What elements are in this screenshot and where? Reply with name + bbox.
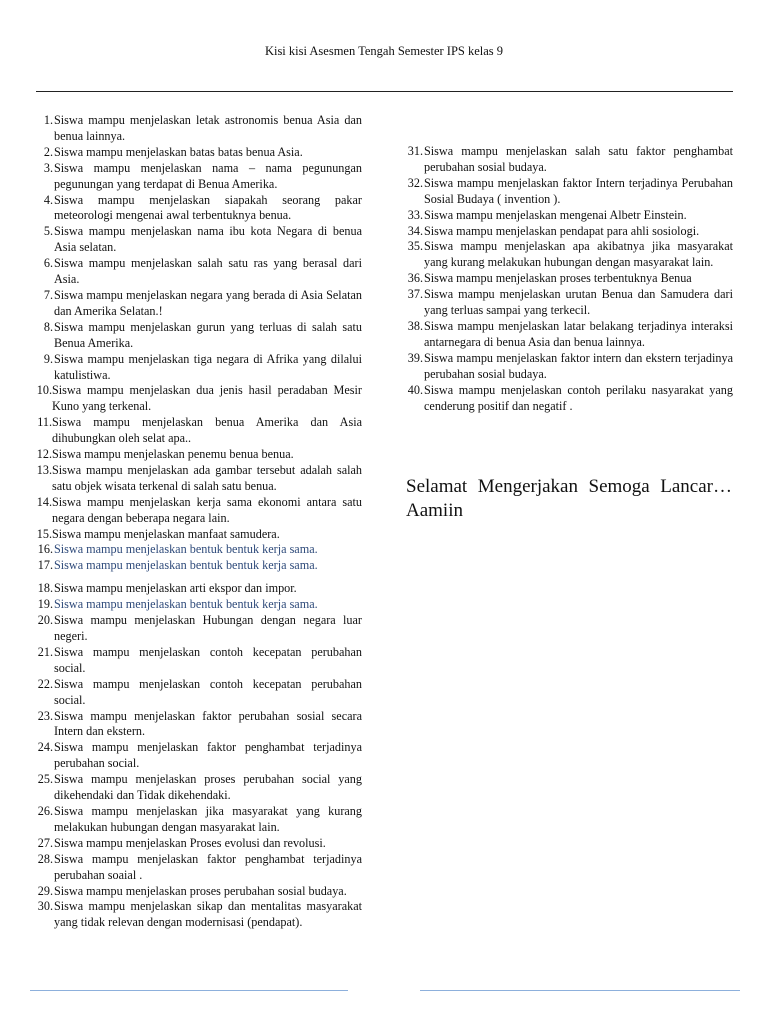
- list-item: [30, 772, 362, 804]
- list-item: [400, 239, 733, 271]
- item-number: 25.: [37, 772, 53, 787]
- item-number: 22.: [37, 676, 53, 691]
- item-text: Siswa mampu menjelaskan dua jenis hasil peradaban Mesir Kuno yang terkenal.: [52, 383, 362, 414]
- list-item: [30, 415, 362, 447]
- item-number: 8.: [43, 319, 53, 334]
- list-item: [400, 351, 733, 383]
- item-text: Siswa mampu menjelaskan mengenai Albetr Einstein.: [424, 207, 687, 222]
- item-text: Siswa mampu menjelaskan sikap dan mentalitas masyarakat yang tidak relevan dengan modernisasi (pendapat).: [54, 899, 362, 930]
- item-number: 38.: [407, 318, 423, 333]
- item-text: Siswa mampu menjelaskan bentuk bentuk kerja sama.: [54, 597, 318, 612]
- item-text: Siswa mampu menjelaskan benua Amerika dan Asia dihubungkan oleh selat apa..: [52, 415, 362, 446]
- list-item: [30, 740, 362, 772]
- item-number: 23.: [37, 708, 53, 723]
- item-number: 12.: [36, 447, 52, 462]
- item-text: Siswa mampu menjelaskan ada gambar tersebut adalah salah satu objek wisata terkenal di salah satu benua.: [52, 462, 362, 493]
- item-text: Siswa mampu menjelaskan faktor penghambat terjadinya perubahan soaial .: [54, 851, 362, 882]
- list-item: [30, 161, 362, 193]
- item-number: 36.: [407, 271, 423, 286]
- list-item: [30, 383, 362, 415]
- list-item: [30, 677, 362, 709]
- list-item: [400, 271, 733, 287]
- item-number: 3.: [43, 160, 53, 175]
- item-text: Siswa mampu menjelaskan faktor Intern terjadinya Perubahan Sosial Budaya ( invention ).: [424, 175, 733, 206]
- item-number: 28.: [37, 851, 53, 866]
- list-item: [400, 176, 733, 208]
- item-text: Siswa mampu menjelaskan batas batas benua Asia.: [54, 144, 303, 159]
- item-number: 20.: [37, 613, 53, 628]
- item-number: 40.: [407, 382, 423, 397]
- closing-message: Selamat Mengerjakan Semoga Lancar… Aamiin: [406, 476, 732, 521]
- item-number: 29.: [37, 883, 53, 898]
- list-item: [30, 899, 362, 931]
- item-text: Siswa mampu menjelaskan pendapat para ahli sosiologi.: [424, 223, 700, 238]
- list-item: [30, 527, 362, 543]
- item-number: 17.: [37, 558, 53, 573]
- item-number: 1.: [43, 113, 53, 127]
- list-item: [30, 645, 362, 677]
- list-item: [400, 383, 733, 415]
- item-number: 21.: [37, 644, 53, 659]
- list-item: [400, 144, 733, 176]
- item-text: Siswa mampu menjelaskan gurun yang terluas di salah satu Benua Amerika.: [54, 319, 362, 350]
- item-number: 10.: [36, 383, 52, 398]
- list-item: [30, 613, 362, 645]
- item-text: Siswa mampu menjelaskan jika masyarakat yang kurang melakukan hubungan dengan masyarakat lain.: [54, 803, 362, 834]
- item-text: Siswa mampu menjelaskan contoh kecepatan perubahan social.: [54, 644, 362, 675]
- item-number: 33.: [407, 207, 423, 222]
- item-text: Siswa mampu menjelaskan salah satu faktor penghambat perubahan sosial budaya.: [424, 144, 733, 174]
- list-item: [30, 836, 362, 852]
- right-column: [400, 144, 733, 414]
- item-text: Siswa mampu menjelaskan proses perubahan sosial budaya.: [54, 883, 347, 898]
- item-number: 6.: [43, 256, 53, 271]
- item-text: Siswa mampu menjelaskan Hubungan dengan negara luar negeri.: [54, 613, 362, 643]
- item-text: Siswa mampu menjelaskan bentuk bentuk kerja sama.: [54, 542, 318, 557]
- item-number: 14.: [36, 494, 52, 509]
- item-number: 7.: [43, 287, 53, 302]
- item-text: Siswa mampu menjelaskan contoh perilaku nasyarakat yang cenderung positif dan negatif .: [424, 382, 733, 413]
- item-text: Siswa mampu menjelaskan kerja sama ekonomi antara satu negara dengan beberapa negara lain.: [52, 494, 362, 525]
- list-item: [30, 542, 362, 558]
- footer-divider-right: [420, 990, 740, 991]
- list-item: [30, 852, 362, 884]
- list-item: [30, 884, 362, 900]
- list-item: [30, 224, 362, 256]
- item-text: Siswa mampu menjelaskan urutan Benua dan Samudera dari yang terluas sampai yang terkecil.: [424, 287, 733, 318]
- item-text: Siswa mampu menjelaskan negara yang berada di Asia Selatan dan Amerika Selatan.!: [54, 287, 362, 318]
- item-text: Siswa mampu menjelaskan siapakah seorang pakar meteorologi mengenai awal terbentuknya benua.: [54, 192, 362, 223]
- item-text: Siswa mampu menjelaskan arti ekspor dan impor.: [54, 581, 297, 596]
- list-item: [400, 208, 733, 224]
- item-text: Siswa mampu menjelaskan faktor perubahan sosial secara Intern dan ekstern.: [54, 708, 362, 739]
- item-number: 30.: [37, 899, 53, 914]
- list-item: [30, 597, 362, 613]
- list-item: [30, 320, 362, 352]
- item-text: Siswa mampu menjelaskan bentuk bentuk kerja sama.: [54, 558, 318, 573]
- item-text: Siswa mampu menjelaskan faktor intern dan ekstern terjadinya perubahan sosial budaya.: [424, 350, 733, 381]
- item-text: Siswa mampu menjelaskan nama – nama pegunungan pegunungan yang terdapat di Benua Amerika.: [54, 160, 362, 191]
- item-text: Siswa mampu menjelaskan manfaat samudera.: [52, 526, 280, 541]
- item-number: 31.: [407, 144, 423, 158]
- page-title: Kisi kisi Asesmen Tengah Semester IPS kelas 9: [264, 44, 504, 58]
- list-item: [30, 709, 362, 741]
- item-text: Siswa mampu menjelaskan faktor penghambat terjadinya perubahan social.: [54, 740, 362, 771]
- item-number: 4.: [43, 192, 53, 207]
- list-item: [30, 352, 362, 384]
- list-item: [30, 804, 362, 836]
- item-number: 39.: [407, 350, 423, 365]
- list-item: [400, 224, 733, 240]
- item-number: 13.: [36, 462, 52, 477]
- list-item: [400, 319, 733, 351]
- item-number: 19.: [37, 597, 53, 612]
- item-number: 11.: [37, 415, 52, 430]
- list-item: [30, 495, 362, 527]
- item-text: Siswa mampu menjelaskan Proses evolusi dan revolusi.: [54, 835, 326, 850]
- header-divider: [36, 91, 733, 92]
- list-item: [30, 447, 362, 463]
- list-item: [30, 145, 362, 161]
- item-number: 24.: [37, 740, 53, 755]
- list-item: [30, 113, 362, 145]
- item-text: Siswa mampu menjelaskan penemu benua benua.: [52, 447, 294, 462]
- item-text: Siswa mampu menjelaskan latar belakang terjadinya interaksi antarnegara di benua Asia dan benua lainnya.: [424, 318, 733, 349]
- item-number: 16.: [37, 542, 53, 557]
- item-text: Siswa mampu menjelaskan tiga negara di Afrika yang dilalui katulistiwa.: [54, 351, 362, 382]
- item-text: Siswa mampu menjelaskan proses terbentuknya Benua: [424, 271, 692, 286]
- list-item: [30, 193, 362, 225]
- item-text: Siswa mampu menjelaskan apa akibatnya jika masyarakat yang kurang melakukan hubungan dengan masyarakat lain.: [424, 239, 733, 270]
- item-text: Siswa mampu menjelaskan contoh kecepatan perubahan social.: [54, 676, 362, 707]
- item-number: 26.: [37, 803, 53, 818]
- item-number: 27.: [37, 835, 53, 850]
- item-number: 18.: [37, 581, 53, 596]
- list-item: [30, 581, 362, 597]
- footer-divider-left: [30, 990, 348, 991]
- item-number: 9.: [43, 351, 53, 366]
- item-text: Siswa mampu menjelaskan letak astronomis benua Asia dan benua lainnya.: [54, 113, 362, 143]
- item-number: 2.: [43, 144, 53, 159]
- item-number: 35.: [407, 239, 423, 254]
- left-column: [30, 113, 362, 931]
- item-number: 15.: [36, 526, 52, 541]
- list-item: [30, 558, 362, 574]
- item-text: Siswa mampu menjelaskan proses perubahan social yang dikehendaki dan Tidak dikehendaki.: [54, 772, 362, 803]
- item-text: Siswa mampu menjelaskan nama ibu kota Negara di benua Asia selatan.: [54, 224, 362, 255]
- item-number: 32.: [407, 175, 423, 190]
- list-item: [30, 463, 362, 495]
- item-text: Siswa mampu menjelaskan salah satu ras yang berasal dari Asia.: [54, 256, 362, 287]
- list-item: [30, 288, 362, 320]
- list-item: [30, 256, 362, 288]
- item-number: 37.: [407, 287, 423, 302]
- item-number: 5.: [43, 224, 53, 239]
- item-number: 34.: [407, 223, 423, 238]
- list-item: [400, 287, 733, 319]
